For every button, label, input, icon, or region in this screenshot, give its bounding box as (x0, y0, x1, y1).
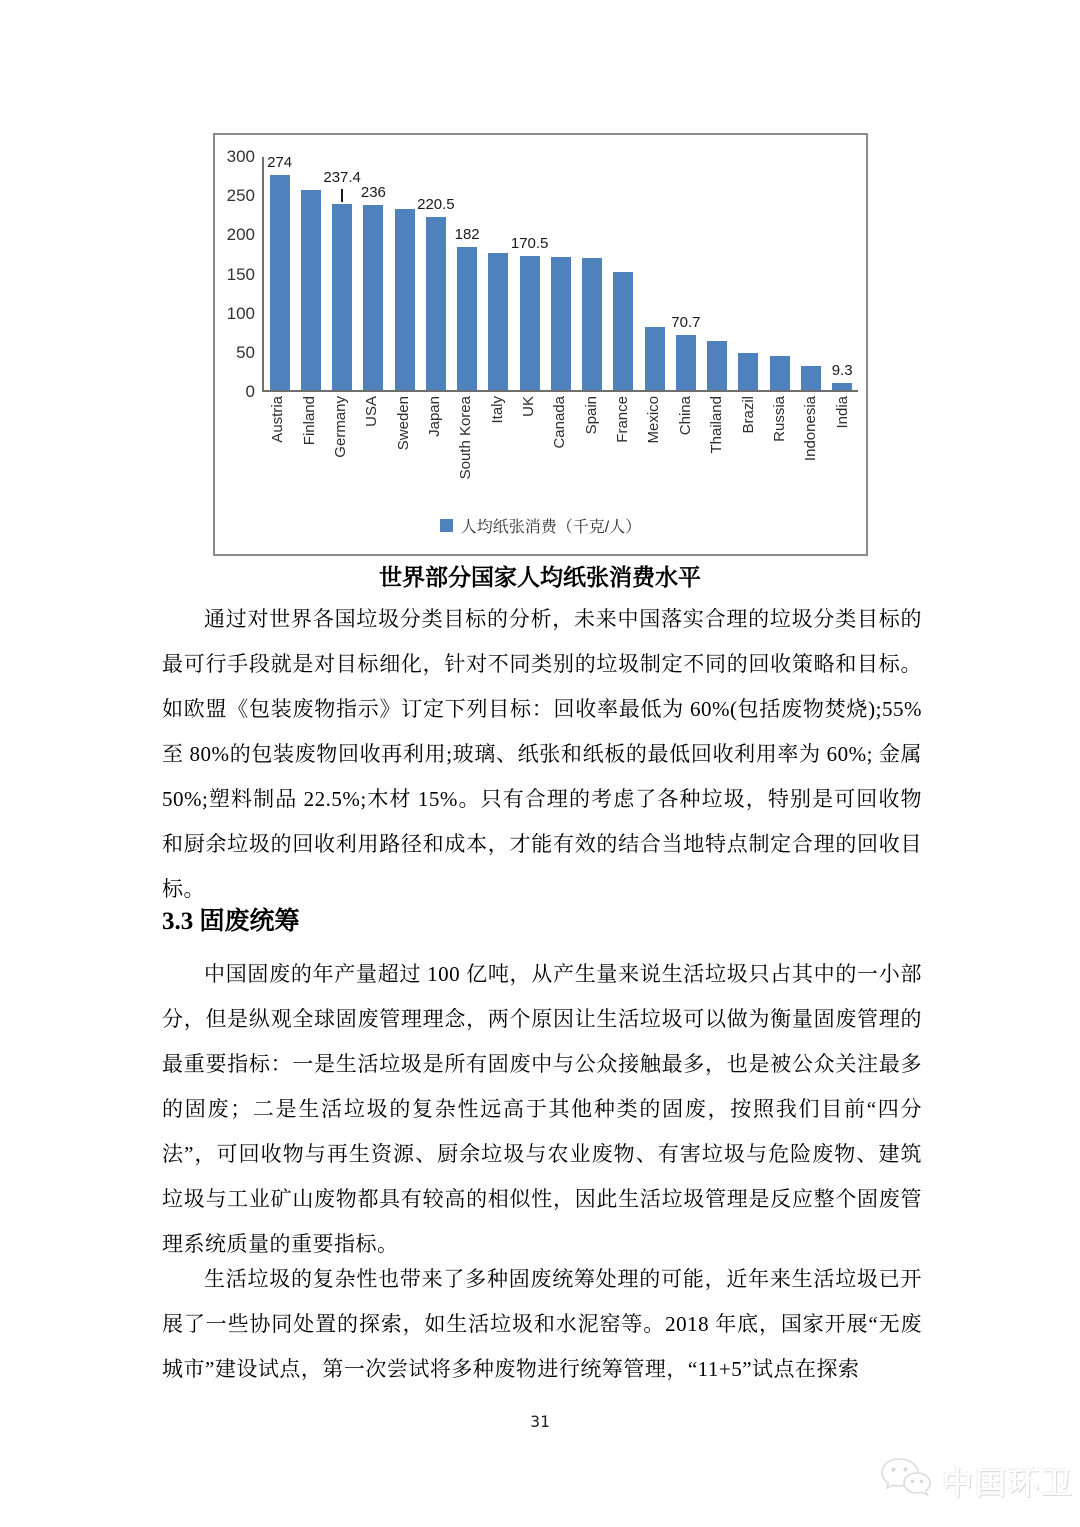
bar-slot (452, 155, 483, 390)
x-label-slot (638, 396, 669, 510)
bar-slot (417, 155, 455, 390)
bar-value-label: 182 (454, 226, 480, 243)
bar (551, 257, 571, 390)
bar (520, 256, 540, 390)
bar (301, 190, 321, 390)
section-heading: 3.3 固废统筹 (162, 908, 300, 935)
x-label-slot (733, 396, 764, 510)
bar-value-label: 9.3 (831, 362, 853, 379)
paragraph-solid-waste-overview: 中国固废的年产量超过 100 亿吨，从产生量来说生活垃圾只占其中的一小部分，但是纵观全球固废管理理念，两个原因让生活垃圾可以做为衡量固废管理的最重要指标：一是生活垃圾是所有固废中与公众接触最多，也是被公众关注最多的固废；二是生活垃圾的复杂性远高于其他种类的固废，按照我们目前“四分法”，可回收物与再生资源、厨余垃圾与农业废物、有害垃圾与危险废物、建筑垃圾与工业矿山废物都具有较高的相似性，因此生活垃圾管理是反应整个固废管理系统质量的重要指标。 (162, 962, 922, 1256)
x-axis-category-label: UK (520, 396, 538, 417)
bar (363, 205, 383, 390)
x-label-slot (262, 396, 293, 510)
bar (770, 356, 790, 390)
watermark (880, 1455, 1074, 1505)
bar-slot (389, 155, 420, 390)
bar-value-label: 170.5 (510, 235, 549, 252)
x-axis-category-label: Italy (488, 396, 506, 424)
paragraph-coordinated-treatment: 生活垃圾的复杂性也带来了多种固废统筹处理的可能，近年来生活垃圾已开展了一些协同处置的探索，如生活垃圾和水泥窑等。2018 年底，国家开展“无废城市”建设试点，第一次尝试将多种废物进行统筹管理，“11+5”试点在探索 (162, 1267, 922, 1381)
bar-slot (608, 155, 639, 390)
x-label-slot (419, 396, 450, 510)
x-axis-category-label: Russia (770, 396, 788, 442)
x-axis-labels (262, 396, 858, 510)
bar (270, 175, 290, 390)
legend-swatch (440, 519, 453, 532)
x-label-slot (764, 396, 795, 510)
bar-slot (827, 155, 858, 390)
y-axis-tick-label: 150 (226, 264, 255, 284)
x-label-slot (294, 396, 325, 510)
x-axis-category-label: Finland (300, 396, 318, 446)
bar (582, 258, 602, 390)
label-leader-line (341, 189, 343, 202)
bar-slot (733, 155, 764, 390)
bar-slot (510, 155, 549, 390)
x-label-slot (450, 396, 481, 510)
bar-value-label: 274 (267, 154, 293, 171)
x-axis-category-label: Sweden (394, 396, 412, 451)
y-axis-tick-label: 0 (245, 382, 255, 401)
x-axis-category-label: Germany (331, 396, 349, 458)
y-axis (215, 135, 257, 405)
x-axis-category-label: Indonesia (802, 396, 820, 462)
x-label-slot (482, 396, 513, 510)
x-axis-category-label: Mexico (645, 396, 663, 444)
x-axis-category-label: Japan (425, 396, 443, 437)
x-label-slot (388, 396, 419, 510)
bar (738, 353, 758, 390)
bar-value-label: 237.4 (323, 169, 361, 186)
x-axis-category-label: China (676, 396, 694, 436)
y-axis-tick-label: 250 (226, 186, 255, 206)
bar (457, 247, 477, 390)
bar (707, 341, 727, 390)
bar-value-label: 236 (360, 184, 386, 201)
x-axis-category-label: South Korea (457, 396, 475, 480)
figure-caption: 世界部分国家人均纸张消费水平 (379, 564, 701, 590)
bar-slot (295, 155, 326, 390)
bar-slot (795, 155, 826, 390)
x-label-slot (827, 396, 858, 510)
bar (488, 253, 508, 390)
plot-area (262, 154, 858, 392)
bar-slot (577, 155, 608, 390)
x-label-slot (325, 396, 356, 510)
x-axis-category-label: India (833, 396, 851, 429)
y-axis-tick-label: 100 (226, 303, 255, 323)
x-axis-category-label: USA (363, 396, 381, 427)
legend-label: 人均纸张消费（千克/人） (460, 519, 642, 536)
x-axis-category-label: France (614, 396, 632, 443)
x-axis-category-label: Brazil (739, 396, 757, 434)
bar (332, 204, 352, 390)
x-axis-category-label: Canada (551, 396, 569, 449)
x-label-slot (544, 396, 575, 510)
paper-consumption-bar-chart (215, 135, 866, 554)
paragraph-recycling-targets: 通过对世界各国垃圾分类目标的分析，未来中国落实合理的垃圾分类目标的最可行手段就是对目标细化，针对不同类别的垃圾制定不同的回收策略和目标。如欧盟《包装废物指示》订定下列目标：回收率最低为 60%(包括废物焚烧);55%至 80%的包装废物回收再利用;玻璃、纸张和纸板的最低回收利用率为 60%; 金属 50%;塑料制品 22.5%;木材 15%。只有合理的考虑了各种垃圾，特别是可回收物和厨余垃圾的回收利用路径和成本，才能有效的结合当地特点制定合理的回收目标。 (162, 607, 922, 901)
chart-legend (215, 514, 866, 537)
bar-slot (764, 155, 795, 390)
y-axis-tick-label: 50 (236, 342, 255, 362)
bar (832, 383, 852, 390)
bar-value-label: 70.7 (671, 314, 701, 331)
bar-slot (639, 155, 670, 390)
bar-slot (545, 155, 576, 390)
x-axis-category-label: Austria (269, 396, 287, 443)
chart-frame (213, 133, 868, 556)
x-label-slot (670, 396, 701, 510)
x-label-slot (513, 396, 544, 510)
bar-slot (264, 155, 295, 390)
bar-value-label: 220.5 (417, 196, 455, 213)
x-axis-category-label: Thailand (708, 396, 726, 454)
wechat-icon (880, 1456, 932, 1505)
bar-slot (670, 155, 701, 390)
x-label-slot (607, 396, 638, 510)
bar (613, 272, 633, 390)
x-label-slot (795, 396, 826, 510)
bar (426, 217, 446, 390)
bar (645, 327, 665, 390)
watermark-label: 中国环卫 (942, 1465, 1074, 1501)
bar (395, 209, 415, 390)
x-label-slot (356, 396, 387, 510)
bar-slot (702, 155, 733, 390)
x-axis-category-label: Spain (582, 396, 600, 435)
y-axis-tick-label: 300 (226, 147, 255, 166)
bar (801, 366, 821, 390)
bar (676, 335, 696, 390)
x-label-slot (576, 396, 607, 510)
x-label-slot (701, 396, 732, 510)
y-axis-tick-label: 200 (226, 225, 255, 245)
bar-slot (323, 155, 361, 390)
bar-slot (483, 155, 514, 390)
bar-slot (358, 155, 389, 390)
page-number: 31 (530, 1412, 550, 1431)
